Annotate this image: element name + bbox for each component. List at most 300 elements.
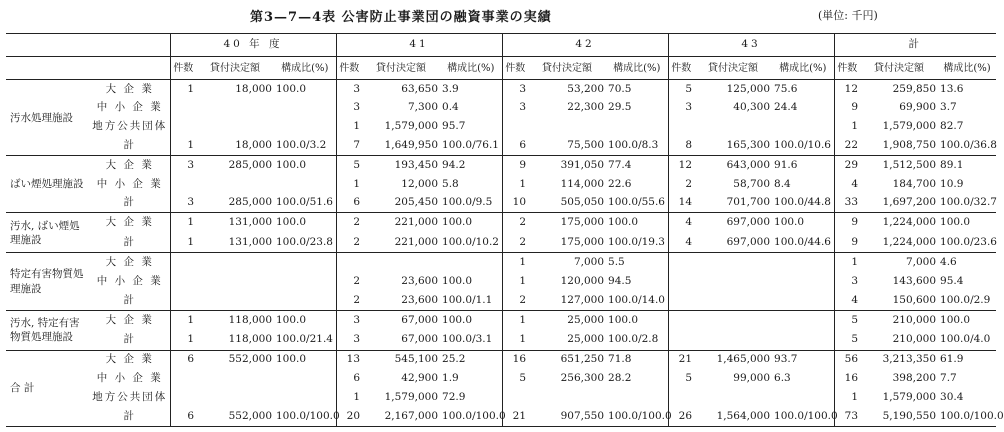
amount-cell: 2,167,000 [362,407,440,426]
count-cell: 20 [336,407,362,426]
count-cell [668,272,694,291]
amount-header: 貸付決定額 [196,57,274,80]
amount-cell: 150,600 [860,291,938,310]
amount-cell: 175,000 [560,216,605,229]
ratio-cell: 100.0/44.8 [772,194,834,213]
amount-cell [694,272,772,291]
amount-cell: 205,450 [362,194,440,213]
count-cell: 21 [502,407,528,426]
count-cell [170,369,196,388]
count-cell: 1 [170,233,196,253]
amount-cell: 221,000 [362,233,440,253]
count-cell: 1 [170,330,196,350]
subcategory-label: 計 [90,233,170,253]
count-cell: 33 [834,194,860,213]
ratio-cell: 5.8 [442,177,459,190]
subcategory-label: 中 小 企 業 [96,274,163,287]
ratio-cell [772,310,834,330]
amount-cell: 643,000 [726,158,771,171]
ratio-cell [274,388,336,407]
amount-cell: 210,000 [860,330,938,350]
ratio-cell [772,388,834,407]
ratio-cell: 8.4 [774,177,791,190]
ratio-cell [274,291,336,310]
ratio-header: 構成比(%) [938,57,996,80]
ratio-cell: 100.0 [774,216,805,229]
ratio-cell: 100.0/55.6 [606,194,668,213]
count-cell: 6 [336,194,362,213]
ratio-cell: 100.0/3.2 [274,137,336,156]
amount-cell: 907,550 [528,407,606,426]
ratio-cell [274,253,336,272]
count-cell: 2 [336,291,362,310]
count-cell: 1 [170,80,196,99]
subcategory-label: 大 企 業 [105,353,154,366]
count-cell [336,253,362,272]
amount-cell: 651,250 [560,353,605,366]
ratio-cell: 100.0/100.0 [772,407,834,426]
count-cell [668,310,694,330]
count-cell [170,388,196,407]
count-cell: 5 [668,80,694,99]
count-cell [170,175,196,194]
table-row [6,213,996,233]
amount-cell: 193,450 [394,158,439,171]
subcategory-label: 計 [90,330,170,350]
amount-header: 貸付決定額 [694,57,772,80]
ratio-cell [772,330,834,350]
amount-cell: 505,050 [528,194,606,213]
amount-cell: 3,213,350 [882,353,937,366]
ratio-cell: 75.6 [774,82,798,95]
count-cell: 7 [336,137,362,156]
amount-cell: 25,000 [528,330,606,350]
table-row [6,272,996,291]
table-row [6,137,996,156]
count-cell: 56 [834,350,860,369]
ratio-cell [606,388,668,407]
amount-cell: 12,000 [401,177,439,190]
count-cell: 1 [502,310,528,330]
count-cell: 1 [170,310,196,330]
ratio-cell: 100.0/36.8 [938,137,996,156]
amount-cell [196,388,274,407]
ratio-cell: 100.0 [608,313,639,326]
ratio-cell: 100.0/23.6 [938,233,996,253]
amount-cell [694,253,772,272]
count-cell: 3 [336,99,362,118]
ratio-cell: 3.7 [940,101,957,114]
ratio-cell: 100.0 [442,274,473,287]
count-cell: 2 [336,233,362,253]
ratio-cell: 100.0/1.1 [440,291,502,310]
count-cell: 3 [834,272,860,291]
count-cell: 2 [336,213,362,233]
count-cell: 8 [668,137,694,156]
table-row [6,310,996,330]
subcategory-label: 大 企 業 [105,158,154,171]
subcategory-label: 計 [90,137,170,156]
ratio-cell: 6.3 [774,371,791,384]
ratio-cell: 100.0 [940,313,971,326]
amount-cell: 1,579,000 [882,390,937,403]
count-cell: 16 [834,369,860,388]
amount-cell: 7,000 [573,255,605,268]
amount-cell: 256,300 [560,371,605,384]
ratio-cell: 4.6 [940,255,957,268]
amount-cell: 40,300 [733,101,771,114]
ratio-cell: 0.4 [442,101,459,114]
ratio-cell: 100.0/19.3 [606,233,668,253]
table-row [6,388,996,407]
count-cell: 3 [502,80,528,99]
count-cell: 6 [502,137,528,156]
count-header: 件数 [834,57,860,80]
count-cell: 1 [336,388,362,407]
ratio-cell: 94.5 [608,274,632,287]
subcategory-label: 大 企 業 [105,255,154,268]
amount-cell: 18,000 [196,137,274,156]
count-cell: 2 [502,233,528,253]
ratio-cell: 3.9 [442,82,459,95]
count-cell: 1 [336,118,362,137]
table-row [6,253,996,272]
amount-cell: 99,000 [733,371,771,384]
ratio-cell: 72.9 [442,390,466,403]
count-cell: 13 [336,350,362,369]
amount-header: 貸付決定額 [528,57,606,80]
amount-cell: 63,650 [401,82,439,95]
amount-cell [528,118,606,137]
count-cell: 2 [502,213,528,233]
amount-cell: 552,000 [196,407,274,426]
count-cell: 73 [834,407,860,426]
ratio-cell: 100.0/8.3 [606,137,668,156]
subcategory-label: 中 小 企 業 [96,177,163,190]
count-cell: 6 [336,369,362,388]
amount-cell: 165,300 [694,137,772,156]
amount-cell: 285,000 [228,158,272,171]
amount-cell [196,175,274,194]
count-cell [668,118,694,137]
count-cell: 3 [336,80,362,99]
ratio-cell: 100.0 [276,353,307,366]
count-cell: 1 [336,175,362,194]
subcategory-label: 大 企 業 [105,313,154,326]
count-cell: 3 [336,330,362,350]
subcategory-label: 大 企 業 [105,82,154,95]
amount-cell: 69,900 [899,101,937,114]
table-body [6,80,1004,427]
ratio-header: 構成比(%) [274,57,336,80]
amount-cell: 75,500 [528,137,606,156]
ratio-cell: 100.0/32.7 [938,194,996,213]
table-row [6,369,996,388]
count-header: 件数 [336,57,362,80]
ratio-cell: 100.0/4.0 [938,330,996,350]
count-cell [170,253,196,272]
year-header-row [6,34,996,57]
count-cell: 1 [502,253,528,272]
amount-cell: 118,000 [228,313,272,326]
count-cell: 1 [170,137,196,156]
subcategory-label: 地方公共団体 [92,120,168,133]
ratio-cell: 28.2 [608,371,632,384]
year-header: 40 年 度 [170,34,336,57]
amount-cell: 22,300 [567,101,605,114]
count-cell: 3 [502,99,528,118]
count-cell: 29 [834,156,860,175]
ratio-cell: 100.0/51.6 [274,194,336,213]
ratio-cell: 100.0/44.6 [772,233,834,253]
table-row [6,99,996,118]
count-header: 件数 [668,57,694,80]
ratio-cell [274,99,336,118]
ratio-cell: 100.0/76.1 [440,137,502,156]
count-cell: 22 [834,137,860,156]
ratio-cell: 13.6 [940,82,964,95]
count-cell: 1 [502,272,528,291]
ratio-cell: 24.4 [774,101,798,114]
ratio-cell: 29.5 [608,101,632,114]
count-cell [170,99,196,118]
loan-results-table [6,33,1004,427]
ratio-cell: 100.0/10.6 [772,137,834,156]
amount-cell [196,118,274,137]
count-cell: 1 [502,175,528,194]
count-cell: 16 [502,350,528,369]
ratio-cell: 95.7 [442,120,466,133]
ratio-cell: 77.4 [608,158,632,171]
ratio-cell: 25.2 [442,353,466,366]
count-cell: 3 [170,194,196,213]
amount-cell: 184,700 [892,177,937,190]
amount-cell: 1,649,950 [362,137,440,156]
count-cell: 1 [170,213,196,233]
count-cell: 12 [668,156,694,175]
ratio-cell: 100.0/9.5 [440,194,502,213]
count-cell: 6 [170,350,196,369]
ratio-cell: 5.5 [608,255,625,268]
count-cell: 1 [834,118,860,137]
count-cell [668,291,694,310]
ratio-cell: 100.0 [940,216,971,229]
amount-cell: 701,700 [694,194,772,213]
amount-cell: 127,000 [528,291,606,310]
amount-cell [196,99,274,118]
ratio-header: 構成比(%) [772,57,834,80]
corner-cell [6,57,170,80]
ratio-cell: 100.0/100.0 [938,407,996,426]
year-header: 41 [336,34,502,57]
column-header-row [6,57,996,80]
ratio-cell [606,118,668,137]
count-cell: 2 [336,272,362,291]
ratio-cell: 100.0 [276,313,307,326]
amount-cell: 391,050 [560,158,605,171]
ratio-cell: 1.9 [442,371,459,384]
category-label: 合 計 [6,350,90,426]
table-row [6,80,996,99]
ratio-cell: 100.0 [608,216,639,229]
ratio-cell: 100.0 [442,216,473,229]
amount-cell: 1,224,000 [882,216,937,229]
amount-cell: 23,600 [401,274,439,287]
amount-cell: 221,000 [394,216,439,229]
amount-cell: 1,579,000 [384,390,439,403]
count-cell [170,272,196,291]
amount-cell [196,291,274,310]
count-cell: 1 [834,388,860,407]
ratio-cell: 100.0/3.1 [440,330,502,350]
amount-cell: 58,700 [733,177,771,190]
count-cell: 3 [170,156,196,175]
count-cell: 2 [668,175,694,194]
table-row [6,233,996,253]
subcategory-label: 地方公共団体 [92,390,168,403]
count-cell: 14 [668,194,694,213]
count-cell: 12 [834,80,860,99]
ratio-cell: 89.1 [940,158,964,171]
year-header: 42 [502,34,668,57]
corner-cell [6,34,170,57]
count-header: 件数 [502,57,528,80]
ratio-cell [772,291,834,310]
table-row [6,118,996,137]
count-cell [668,388,694,407]
count-cell: 10 [502,194,528,213]
amount-cell: 545,100 [394,353,439,366]
amount-cell: 120,000 [560,274,605,287]
table-row [6,194,996,213]
ratio-cell [274,369,336,388]
count-cell: 9 [834,233,860,253]
count-cell: 1 [834,253,860,272]
amount-cell: 398,200 [892,371,937,384]
unit-label: (単位: 千円) [818,9,878,22]
amount-cell: 131,000 [228,216,272,229]
amount-cell: 42,900 [401,371,439,384]
count-cell: 26 [668,407,694,426]
amount-cell: 23,600 [362,291,440,310]
amount-cell [196,272,274,291]
count-cell: 2 [502,291,528,310]
ratio-cell: 100.0 [276,216,307,229]
ratio-cell: 100.0/2.9 [938,291,996,310]
count-cell [502,388,528,407]
count-cell [668,253,694,272]
count-cell: 4 [668,233,694,253]
count-cell: 21 [668,350,694,369]
subcategory-label: 計 [90,407,170,426]
category-label: 汚水, ばい煙処理施設 [6,213,90,253]
amount-cell [694,330,772,350]
amount-cell [694,388,772,407]
table-row [6,291,996,310]
ratio-cell: 100.0 [276,158,307,171]
amount-header: 貸付決定額 [860,57,938,80]
table-title: 第3—7—4表 公害防止事業団の融資事業の実績 [250,10,552,25]
amount-cell: 697,000 [726,216,771,229]
amount-cell: 7,300 [407,101,439,114]
ratio-cell [274,175,336,194]
subcategory-label: 計 [90,291,170,310]
count-cell [170,291,196,310]
amount-cell: 697,000 [694,233,772,253]
amount-cell: 131,000 [196,233,274,253]
amount-cell: 143,600 [892,274,937,287]
ratio-cell [772,118,834,137]
amount-cell [694,310,772,330]
table-row [6,407,996,426]
table-row [6,175,996,194]
table-title-bar [0,4,900,24]
count-cell: 5 [336,156,362,175]
subcategory-label: 中 小 企 業 [96,101,163,114]
count-cell: 9 [834,213,860,233]
ratio-cell: 22.6 [608,177,632,190]
count-cell: 5 [668,369,694,388]
count-cell: 9 [502,156,528,175]
ratio-cell: 100.0/23.8 [274,233,336,253]
amount-cell: 285,000 [196,194,274,213]
amount-cell [196,369,274,388]
amount-header: 貸付決定額 [362,57,440,80]
ratio-cell [772,253,834,272]
ratio-cell [440,253,502,272]
count-header: 件数 [170,57,196,80]
amount-cell: 259,850 [892,82,937,95]
ratio-cell: 100.0/2.8 [606,330,668,350]
ratio-cell: 61.9 [940,353,964,366]
subcategory-label: 計 [90,194,170,213]
ratio-cell: 100.0/21.4 [274,330,336,350]
ratio-cell: 93.7 [774,353,798,366]
count-cell: 1 [502,330,528,350]
ratio-cell: 71.8 [608,353,632,366]
count-cell [502,118,528,137]
subcategory-label: 大 企 業 [105,216,154,229]
count-cell: 4 [834,291,860,310]
ratio-cell: 82.7 [940,120,964,133]
ratio-cell: 100.0/100.0 [440,407,502,426]
year-header: 計 [834,34,996,57]
category-label: 汚水, 特定有害物質処理施設 [6,310,90,350]
amount-cell: 25,000 [567,313,605,326]
table-row [6,350,996,369]
ratio-cell: 100.0 [276,82,307,95]
category-label: ばい煙処理施設 [6,156,90,213]
amount-cell [196,253,274,272]
amount-cell: 1,512,500 [882,158,937,171]
category-label: 汚水処理施設 [6,80,90,156]
count-cell: 5 [834,330,860,350]
amount-cell: 114,000 [560,177,605,190]
amount-cell: 1,697,200 [860,194,938,213]
ratio-cell: 7.7 [940,371,957,384]
ratio-cell: 30.4 [940,390,964,403]
ratio-header: 構成比(%) [606,57,668,80]
amount-cell: 18,000 [235,82,272,95]
count-cell [170,118,196,137]
amount-cell: 210,000 [892,313,937,326]
count-cell: 5 [502,369,528,388]
count-cell: 6 [170,407,196,426]
ratio-cell: 100.0/10.2 [440,233,502,253]
amount-cell [694,118,772,137]
ratio-header: 構成比(%) [440,57,502,80]
amount-cell: 67,000 [362,330,440,350]
